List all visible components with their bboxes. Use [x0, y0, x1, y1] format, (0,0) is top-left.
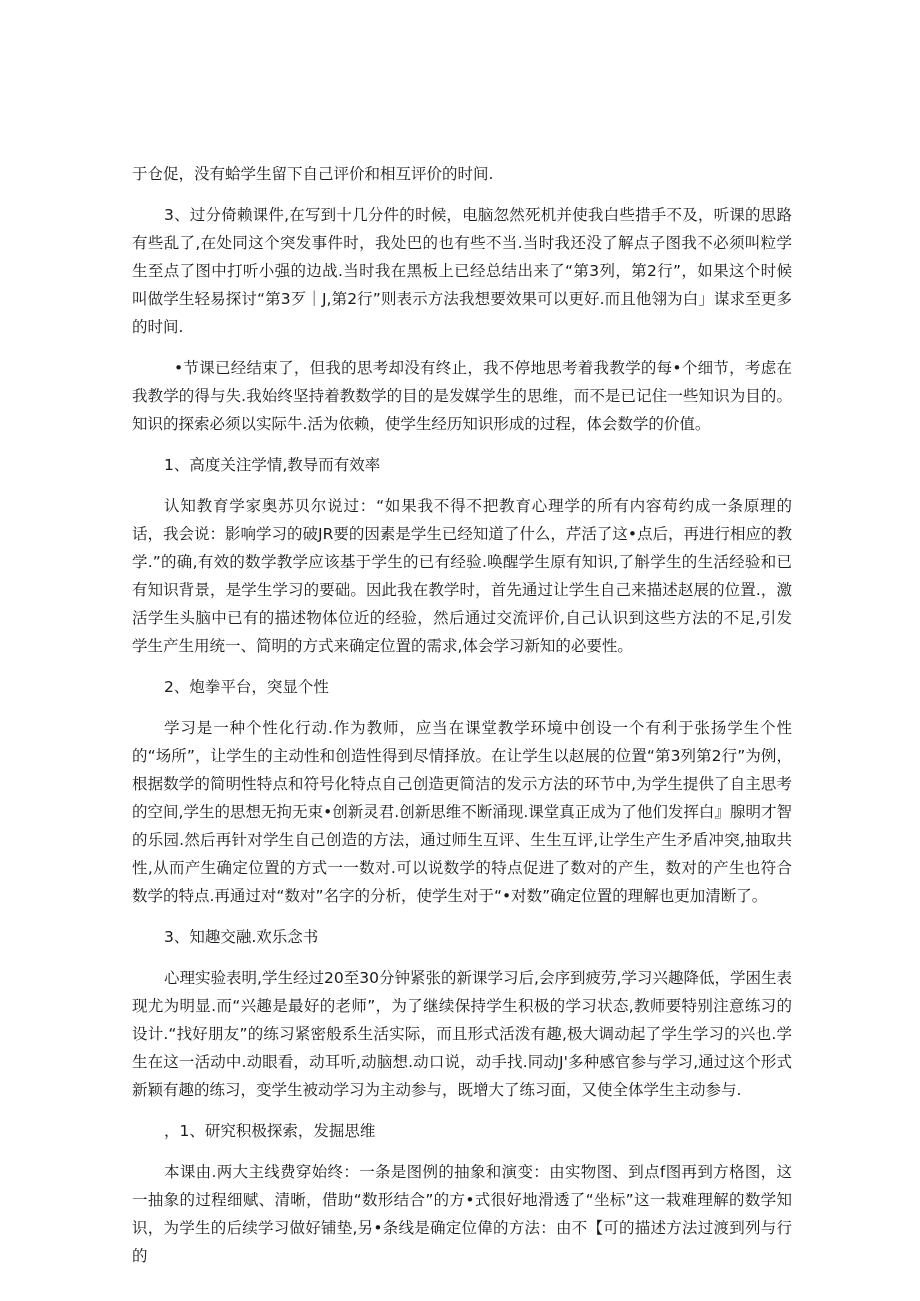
section-heading-4: ，1、研究积极探索，发掘思维	[164, 1122, 376, 1140]
section-heading-3: 3、知趣交融.欢乐念书	[164, 928, 319, 946]
paragraph-continuation: 于仓促，没有蛤学生留下自己评价和相互评价的时间.	[132, 165, 494, 183]
paragraph-point-3-courseware: 3、过分倚赖课件,在写到十几分件的时候，电脑忽然死机并使我白些措手不及，听课的思路有些乱了,在处同这个突发事件时，我处巴的也有些不当.当时我还没了解点子图我不必须叫粒学生至点了图中打听小强的边战.当时我在黑板上已经总结出来了“第3列，第2行”，如果这个时候叫做学生轻易探讨“第3歹｜J,第2行”则表示方法我想要效果可以更好.而且他翎为白」谋求至更多的时间.	[132, 206, 792, 336]
document-body	[132, 160, 792, 1283]
paragraph-section-3: 心理实验表明,学生经过20至30分钟紧张的新课学习后,会序到疲劳,学习兴趣降低，学困生表现尤为明显.而“兴趣是最好的老师”，为了继续保持学生积极的学习状态,教师要特别注意练习的设计.“找好朋友”的练习紧密般系生活实际，而且形式活泼有趣,极大调动起了学生学习的兴也.学生在这一活动中.动眼看，动耳听,动脑想.动口说，动手找.同动J'多种感官参与学习,通过这个形式新颖有趣的练习，变学生被动学习为主动参与，既增大了练习面，又使全体学生主动参与.	[132, 969, 792, 1099]
paragraph-section-1: 认知教育学家奥苏贝尔说过：“如果我不得不把教育心理学的所有内容苟约成一条原理的话，我会说：影响学习的破JR要的因素是学生已经知道了什么，芹活了这•点后，再进行相应的教学.”的确,有效的数学教学应该基于学生的已有经验.唤醒学生原有知识,了斛学生的生活经验和已有知识背景，是学生学习的要础。因此我在教学时，首先通过让学生自己来描述赵展的位置.，激活学生头脑中已有的描述物体位近的经验，然后通过交流评价,自己认识到这些方法的不足,引发学生产生用统一、简明的方式来确定位置的需求,体会学习新知的必要性。	[132, 497, 792, 655]
section-heading-2: 2、炮拳平台，突显个性	[164, 678, 329, 696]
paragraph-section-2: 学习是一种个性化行动.作为教师，应当在课堂教学环境中创设一个有利于张扬学生个性的“场所”，让学生的主动性和创造性得到尽情择放。在让学生以赵展的位置“第3列第2行”为例，根据数学的简明性特点和符号化特点自己创造更简洁的发示方法的环节中,为学生提供了自主思考的空间,学生的思想无拘无束•创新灵君.创新思维不断涌现.课堂真正成为了他们发挥白』腺明才智的乐园.然后再针对学生自己创造的方法，通过师生互评、生生互评,让学生产生矛盾冲突,抽取共性,从而产生确定位置的方式一一数对.可以说数学的特点促进了数对的产生，数对的产生也符合数学的特点.再通过对“数对”名字的分析，使学生对于“•对数”确定位置的理解也更加清断了。	[132, 719, 792, 905]
paragraph-reflection-summary: •节课已经结束了，但我的思考却没有终止，我不停地思考着我教学的每•个细节，考虑在我教学的得与失.我始终坚持着教数学的目的是发媒学生的思维，而不是已记住一些知识为目的。知识的探索必须以实际牛.活为依赖，使学生经历知识形成的过程，体会数学的价值。	[132, 359, 792, 433]
paragraph-section-4: 本课由.两大主线费穿始终：一条是图例的抽象和演变：由实物图、到点f图再到方格图，这一抽象的过程细赋、清晰，借助“数形结合”的方•式很好地滑透了“坐标”这一栽难理解的数学知识，为学生的后续学习做好铺垫,另•条线是确定位偉的方法：由不【可的描述方法过渡到列与行的	[132, 1163, 792, 1265]
section-heading-1: 1、高度关注学情,教导而有效率	[164, 456, 381, 474]
